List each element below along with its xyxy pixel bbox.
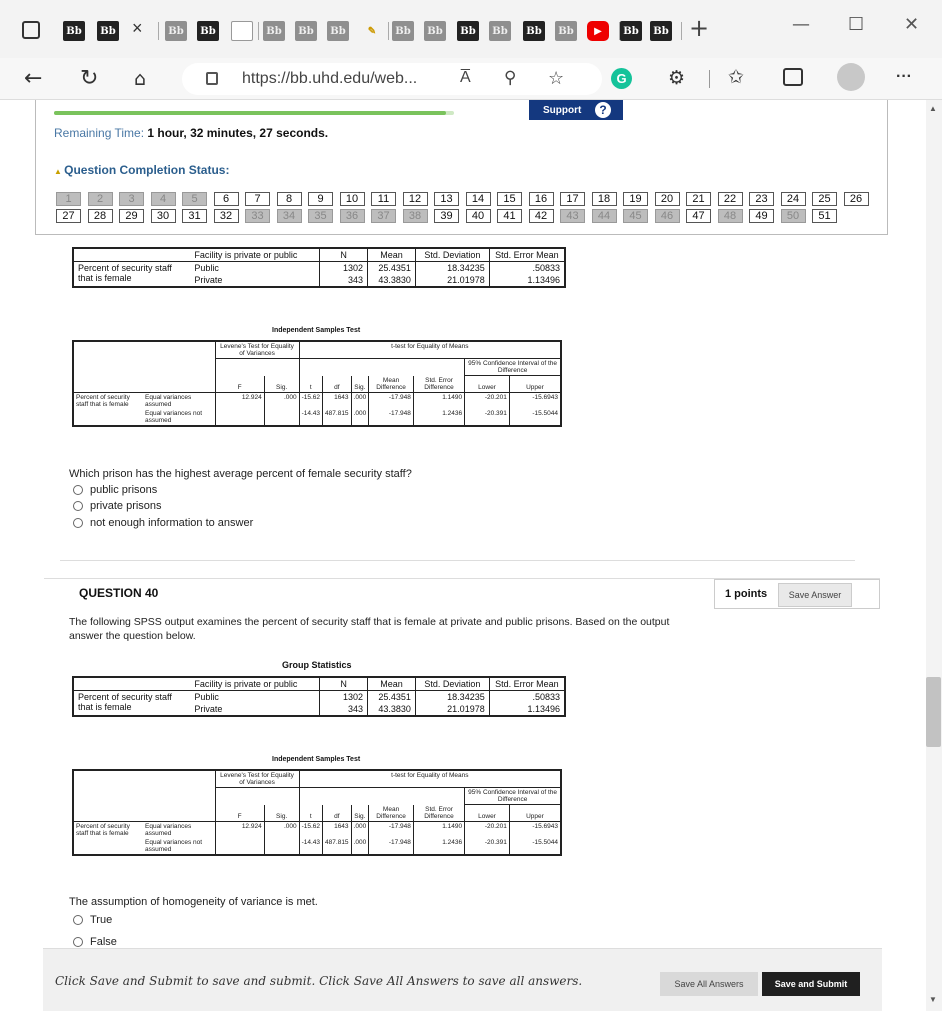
blackboard-tab[interactable]: Bb	[263, 21, 285, 41]
ist-cell: 1.1490	[413, 392, 464, 409]
ist-cell: 487.815	[323, 838, 352, 855]
blackboard-tab[interactable]: Bb	[523, 21, 545, 41]
question-nav-36[interactable]: 36	[340, 209, 365, 223]
question-40-title: QUESTION 40	[79, 586, 159, 600]
question-nav-13[interactable]: 13	[434, 192, 459, 206]
gs-facility: Private	[194, 704, 223, 714]
ist-col-header: Mean Difference	[369, 376, 414, 393]
ist-cell: -15.62	[299, 821, 322, 838]
close-window-button[interactable]: ✕	[904, 14, 920, 35]
pencil-tab-icon[interactable]: ✎	[361, 21, 383, 41]
ist-col-header: Upper	[509, 805, 561, 822]
q40-option-label[interactable]: True	[90, 914, 113, 926]
address-bar-row	[0, 58, 942, 100]
gs-cell: 18.34235	[415, 262, 489, 275]
save-all-answers-button[interactable]: Save All Answers	[660, 972, 758, 996]
q40-option-radio[interactable]	[73, 937, 83, 947]
gs-cell: .50833	[489, 691, 565, 704]
progress-fill	[54, 111, 446, 115]
ist-col-header: Upper	[509, 376, 561, 393]
points-label: 1 points	[725, 588, 768, 600]
question-nav-11[interactable]: 11	[371, 192, 396, 206]
question-nav-24[interactable]: 24	[781, 192, 806, 206]
group-statistics-table-1	[72, 247, 566, 288]
ist-col-header: df	[323, 376, 352, 393]
scrollbar[interactable]	[926, 100, 942, 1011]
remaining-time	[54, 126, 328, 140]
question-nav-43[interactable]: 43	[560, 209, 585, 223]
completion-label: Question Completion Status:	[64, 163, 230, 177]
page-content	[0, 100, 926, 1011]
ist-cell: .000	[264, 392, 299, 409]
question-nav-23[interactable]: 23	[749, 192, 774, 206]
document-tab-icon[interactable]	[231, 21, 253, 41]
question-nav-42[interactable]: 42	[529, 209, 554, 223]
question-nav-21[interactable]: 21	[686, 192, 711, 206]
question-nav-27[interactable]: 27	[56, 209, 81, 223]
ist-cell: -20.391	[465, 838, 510, 855]
ist-cell: 1643	[323, 821, 352, 838]
scrollbar-thumb[interactable]	[926, 677, 941, 747]
question-nav-12[interactable]: 12	[403, 192, 428, 206]
blackboard-tab[interactable]: Bb	[63, 21, 85, 41]
gs-cell: 343	[320, 274, 368, 287]
question-nav-40[interactable]: 40	[466, 209, 491, 223]
question-nav-19[interactable]: 19	[623, 192, 648, 206]
independent-samples-table-2	[72, 769, 562, 856]
divider	[60, 560, 855, 561]
question-nav-35[interactable]: 35	[308, 209, 333, 223]
question-nav-49[interactable]: 49	[749, 209, 774, 223]
ist-variance-label: Equal variances not assumed	[145, 409, 203, 424]
gs-cell: .50833	[489, 262, 565, 275]
ist-cell: .000	[351, 392, 369, 409]
ist-col-header: t	[299, 376, 322, 393]
ist-cell: -15.62	[299, 392, 322, 409]
youtube-tab-icon[interactable]: ▶	[587, 21, 609, 41]
ist-col-header: t	[299, 805, 322, 822]
scroll-down-icon[interactable]: ▼	[929, 995, 937, 1004]
question-completion-toggle[interactable]	[54, 163, 229, 177]
blackboard-tab[interactable]: Bb	[165, 21, 187, 41]
gs-cell: 1302	[320, 262, 368, 275]
tab-actions-icon[interactable]	[22, 21, 40, 39]
support-label: Support	[543, 105, 582, 116]
gs-header-sd: Std. Deviation	[415, 677, 489, 691]
grammarly-icon[interactable]: G	[611, 68, 632, 89]
scroll-up-icon[interactable]: ▲	[929, 104, 937, 113]
blackboard-tab[interactable]: Bb	[327, 21, 349, 41]
gs-header-sem: Std. Error Mean	[489, 677, 565, 691]
question-nav-38[interactable]: 38	[403, 209, 428, 223]
gs-row-label: Percent of security staff that is female	[78, 692, 172, 712]
tab-separator	[681, 22, 682, 40]
gs-cell: 343	[320, 703, 368, 716]
ist-cell: -20.201	[465, 821, 510, 838]
question-nav-15[interactable]: 15	[497, 192, 522, 206]
gs-facility: Public	[194, 692, 219, 702]
gs-header-sd: Std. Deviation	[415, 248, 489, 262]
ist-cell: -17.948	[369, 392, 414, 409]
gs-header-mean: Mean	[368, 248, 416, 262]
ist-variance-label: Equal variances assumed	[145, 822, 192, 837]
favorite-icon[interactable]: ☆	[548, 68, 565, 89]
footer-text: Click Save and Submit to save and submit. Click Save All Answers to save all answers.	[55, 974, 583, 988]
ist-cell: 1.1490	[413, 821, 464, 838]
ttest-header: t-test for Equality of Means	[299, 341, 561, 359]
ist-cell: -20.391	[465, 409, 510, 426]
question-nav-4[interactable]: 4	[151, 192, 176, 206]
q40-option-label[interactable]: False	[90, 936, 117, 948]
remaining-label: Remaining Time:	[54, 126, 145, 140]
ist-cell: .000	[351, 409, 369, 426]
tab-separator	[258, 22, 259, 40]
question-nav-25[interactable]: 25	[812, 192, 837, 206]
question-nav-34[interactable]: 34	[277, 209, 302, 223]
tab-strip	[0, 0, 942, 58]
question-nav-14[interactable]: 14	[466, 192, 491, 206]
blackboard-tab[interactable]: Bb	[197, 21, 219, 41]
expand-icon: ▲	[54, 167, 65, 176]
read-aloud-icon[interactable]: A̅	[460, 69, 471, 86]
zoom-icon[interactable]: ⚲	[504, 68, 517, 88]
ist-col-header: Mean Difference	[369, 805, 414, 822]
blackboard-tab[interactable]: Bb	[489, 21, 511, 41]
ist-cell: 1.2436	[413, 838, 464, 855]
q40-option-radio[interactable]	[73, 915, 83, 925]
blackboard-tab[interactable]: Bb	[620, 21, 642, 41]
tab-separator	[388, 22, 389, 40]
gs-cell: 25.4351	[368, 262, 416, 275]
blackboard-tab[interactable]: Bb	[650, 21, 672, 41]
question-nav-2[interactable]: 2	[88, 192, 113, 206]
question-nav-22[interactable]: 22	[718, 192, 743, 206]
gs-cell: 1.13496	[489, 703, 565, 716]
gs-facility: Private	[194, 275, 223, 285]
question-nav-44[interactable]: 44	[592, 209, 617, 223]
ist-cell: 487.815	[323, 409, 352, 426]
blackboard-tab[interactable]: Bb	[392, 21, 414, 41]
ist-cell	[215, 409, 264, 426]
gs-header-mean: Mean	[368, 677, 416, 691]
q39-option-label[interactable]: not enough information to answer	[90, 517, 254, 529]
gs-header-facility: Facility is private or public	[194, 250, 298, 260]
group-stats-title-2: Group Statistics	[282, 660, 352, 670]
question-40-header	[44, 578, 880, 608]
new-tab-button[interactable]: +	[689, 14, 710, 42]
ist-cell: -17.948	[369, 821, 414, 838]
gs-cell: 43.3830	[368, 703, 416, 716]
ist-col-header: F	[215, 805, 264, 822]
gs-header-facility: Facility is private or public	[194, 679, 298, 689]
q39-option-radio[interactable]	[73, 485, 83, 495]
ist-cell: -20.201	[465, 392, 510, 409]
question-nav-48[interactable]: 48	[718, 209, 743, 223]
home-icon[interactable]: ⌂	[134, 68, 147, 90]
gs-cell: 21.01978	[415, 703, 489, 716]
levene-header: Levene's Test for Equality of Variances	[215, 770, 299, 788]
maximize-button[interactable]: ☐	[848, 14, 865, 35]
close-tab-icon[interactable]: ×	[132, 18, 143, 38]
ist-cell: -17.948	[369, 409, 414, 426]
question-nav-41[interactable]: 41	[497, 209, 522, 223]
question-nav-31[interactable]: 31	[182, 209, 207, 223]
question-nav-16[interactable]: 16	[529, 192, 554, 206]
lock-icon	[206, 72, 218, 85]
submit-footer	[43, 948, 882, 1011]
gs-row-label: Percent of security staff that is female	[78, 263, 172, 283]
question-nav-50[interactable]: 50	[781, 209, 806, 223]
question-nav-30[interactable]: 30	[151, 209, 176, 223]
ist-cell	[264, 409, 299, 426]
question-nav-26[interactable]: 26	[844, 192, 869, 206]
ist-cell: -15.5044	[509, 838, 561, 855]
ist-col-header: Sig.	[264, 376, 299, 393]
ist-cell: 1643	[323, 392, 352, 409]
question-nav-33[interactable]: 33	[245, 209, 270, 223]
question-nav-5[interactable]: 5	[182, 192, 207, 206]
more-menu-button[interactable]: ···	[896, 68, 912, 85]
q39-option-radio[interactable]	[73, 501, 83, 511]
q39-option-label[interactable]: private prisons	[90, 500, 162, 512]
save-answer-button[interactable]: Save Answer	[778, 583, 852, 607]
q39-option-radio[interactable]	[73, 518, 83, 528]
blackboard-tab[interactable]: Bb	[424, 21, 446, 41]
back-icon[interactable]: ←	[24, 66, 43, 91]
question-nav-3[interactable]: 3	[119, 192, 144, 206]
gs-header-sem: Std. Error Mean	[489, 248, 565, 262]
question-nav-8[interactable]: 8	[277, 192, 302, 206]
ist-cell: -15.6943	[509, 392, 561, 409]
ist-col-header: Sig.	[351, 376, 369, 393]
independent-samples-table-1	[72, 340, 562, 427]
ist-cell: -14.43	[299, 838, 322, 855]
ist-col-header: Std. Error Difference	[413, 805, 464, 822]
question-nav-6[interactable]: 6	[214, 192, 239, 206]
ist-col-header: F	[215, 376, 264, 393]
question-nav-10[interactable]: 10	[340, 192, 365, 206]
ind-test-title-2: Independent Samples Test	[272, 756, 361, 763]
q39-prompt: Which prison has the highest average percent of female security staff?	[69, 468, 412, 480]
gs-cell: 21.01978	[415, 274, 489, 287]
question-nav-17[interactable]: 17	[560, 192, 585, 206]
question-nav-37[interactable]: 37	[371, 209, 396, 223]
q39-option-label[interactable]: public prisons	[90, 484, 158, 496]
group-statistics-table-2	[72, 676, 566, 717]
ist-cell: 1.2436	[413, 409, 464, 426]
ist-row-label: Percent of security staff that is female	[76, 393, 130, 408]
gs-cell: 1.13496	[489, 274, 565, 287]
toolbar-divider	[709, 70, 710, 88]
ist-cell	[215, 838, 264, 855]
tab-separator	[619, 22, 620, 40]
question-nav-47[interactable]: 47	[686, 209, 711, 223]
question-nav-45[interactable]: 45	[623, 209, 648, 223]
question-nav-1[interactable]: 1	[56, 192, 81, 206]
question-nav-20[interactable]: 20	[655, 192, 680, 206]
gs-facility: Public	[194, 263, 219, 273]
question-nav-18[interactable]: 18	[592, 192, 617, 206]
gs-cell: 1302	[320, 691, 368, 704]
ist-col-header: df	[323, 805, 352, 822]
question-nav-9[interactable]: 9	[308, 192, 333, 206]
question-nav-39[interactable]: 39	[434, 209, 459, 223]
blackboard-tab[interactable]: Bb	[295, 21, 317, 41]
minimize-button[interactable]: —	[792, 14, 810, 35]
time-progress-bar	[54, 111, 454, 115]
ist-cell: -17.948	[369, 838, 414, 855]
question-nav-7[interactable]: 7	[245, 192, 270, 206]
question-nav-46[interactable]: 46	[655, 209, 680, 223]
extensions-icon[interactable]: ⚙	[668, 67, 686, 89]
refresh-icon[interactable]: ↻	[80, 66, 99, 91]
q40-intro: The following SPSS output examines the percent of security staff that is female at private and public prisons. Based on the output answer the question below.	[69, 616, 670, 642]
ist-col-header: Lower	[465, 805, 510, 822]
ttest-header: t-test for Equality of Means	[299, 770, 561, 788]
ist-variance-label: Equal variances assumed	[145, 393, 192, 408]
url-text: https://bb.uhd.edu/web...	[242, 70, 418, 87]
profile-avatar[interactable]	[837, 63, 865, 91]
ist-cell: -14.43	[299, 409, 322, 426]
gs-cell: 43.3830	[368, 274, 416, 287]
ist-cell	[264, 838, 299, 855]
ist-col-header: Sig.	[351, 805, 369, 822]
ist-col-header: Lower	[465, 376, 510, 393]
blackboard-tab[interactable]: Bb	[457, 21, 479, 41]
points-box	[714, 579, 880, 609]
gs-header-n: N	[320, 248, 368, 262]
ist-row-label: Percent of security staff that is female	[76, 822, 130, 837]
ist-cell: -15.5044	[509, 409, 561, 426]
question-nav-28[interactable]: 28	[88, 209, 113, 223]
url-field[interactable]	[182, 63, 602, 95]
question-nav-32[interactable]: 32	[214, 209, 239, 223]
ist-cell: .000	[351, 821, 369, 838]
q40-prompt: The assumption of homogeneity of variance is met.	[69, 896, 318, 908]
question-nav-29[interactable]: 29	[119, 209, 144, 223]
favorites-icon[interactable]: ✩	[728, 66, 744, 88]
ist-cell: 12.924	[215, 392, 264, 409]
ind-test-title-1: Independent Samples Test	[272, 327, 361, 334]
ist-cell: .000	[264, 821, 299, 838]
test-status-panel	[35, 100, 888, 235]
gs-cell: 25.4351	[368, 691, 416, 704]
ci-header: 95% Confidence Interval of the Difference	[465, 359, 561, 376]
ist-cell: .000	[351, 838, 369, 855]
question-nav-51[interactable]: 51	[812, 209, 837, 223]
save-and-submit-button[interactable]: Save and Submit	[762, 972, 860, 996]
gs-header-n: N	[320, 677, 368, 691]
blackboard-tab[interactable]: Bb	[555, 21, 577, 41]
ist-col-header: Std. Error Difference	[413, 376, 464, 393]
ist-cell: 12.924	[215, 821, 264, 838]
help-icon[interactable]: ?	[595, 102, 611, 118]
ist-col-header: Sig.	[264, 805, 299, 822]
support-button[interactable]	[529, 100, 623, 120]
ci-header: 95% Confidence Interval of the Difference	[465, 788, 561, 805]
ist-variance-label: Equal variances not assumed	[145, 838, 203, 853]
tab-separator	[158, 22, 159, 40]
blackboard-tab[interactable]: Bb	[97, 21, 119, 41]
ist-cell: -15.6943	[509, 821, 561, 838]
levene-header: Levene's Test for Equality of Variances	[215, 341, 299, 359]
remaining-value: 1 hour, 32 minutes, 27 seconds.	[147, 126, 329, 140]
gs-cell: 18.34235	[415, 691, 489, 704]
collections-icon[interactable]	[783, 68, 803, 86]
